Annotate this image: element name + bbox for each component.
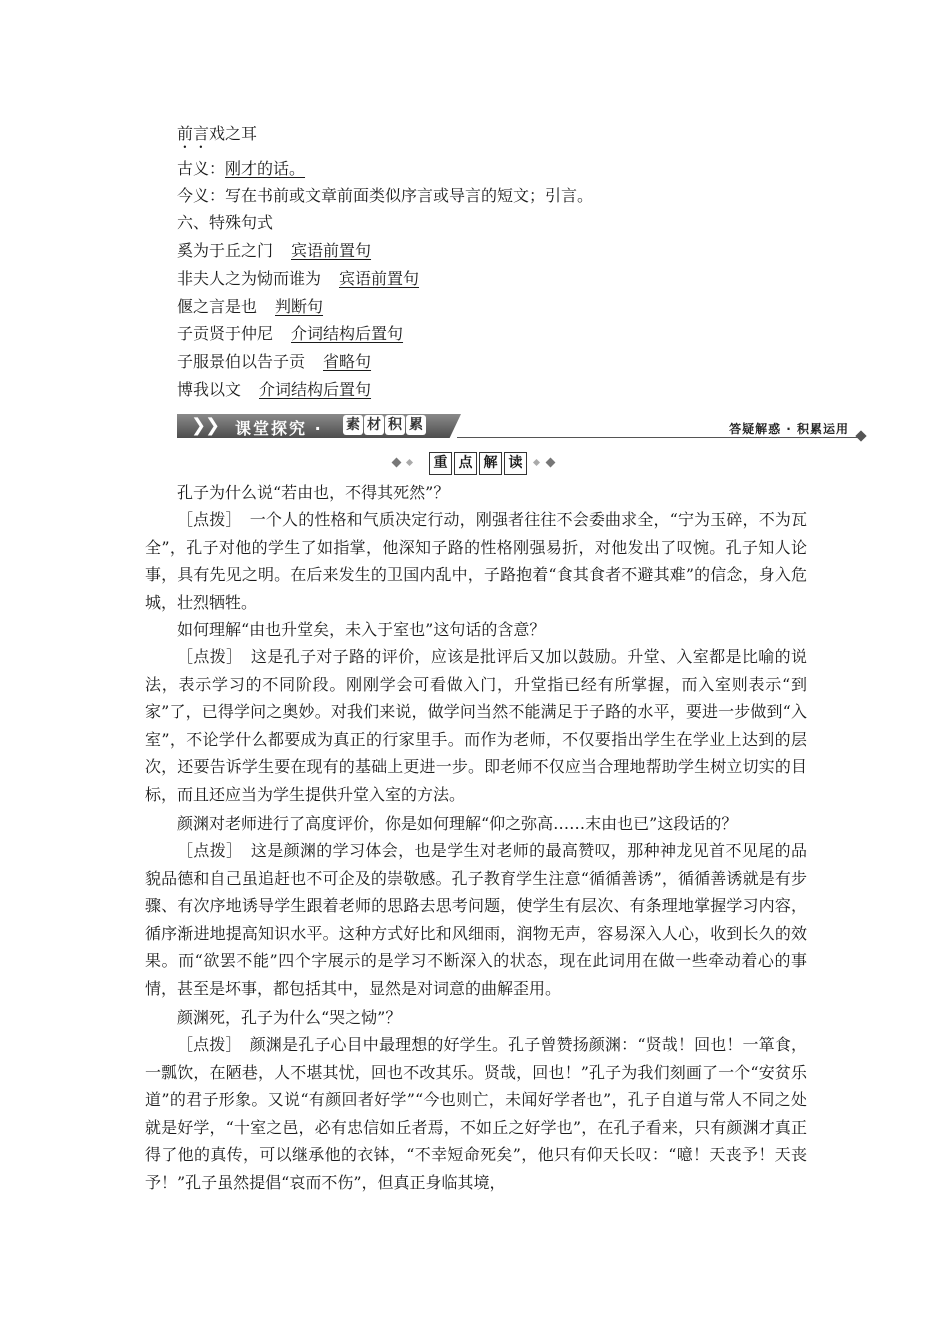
- pattern-sentence: 子服景伯以告子贡: [177, 352, 306, 371]
- pattern-type: 省略句: [323, 352, 372, 371]
- diamond-icon: [533, 459, 540, 466]
- pattern-sentence: 偃之言是也: [177, 297, 258, 316]
- section-banner: [177, 412, 867, 442]
- pattern-item: [177, 352, 371, 372]
- section-label-boxes: [429, 452, 527, 474]
- ancient-meaning: [177, 159, 305, 179]
- question-1: 孔子为什么说“若由也，不得其死然”？: [177, 483, 450, 502]
- modern-value: 写在书前或文章前面类似序言或导言的短文；引言。: [225, 186, 594, 205]
- modern-label: 今义：: [177, 186, 226, 205]
- pattern-item: [177, 269, 419, 289]
- banner-title-boxes: [343, 415, 426, 435]
- diamond-icon: [546, 458, 556, 468]
- pattern-sentence: 子贡贤于仲尼: [177, 324, 274, 343]
- banner-title-box: 材: [364, 415, 384, 435]
- pattern-sentence: 非夫人之为恸而谁为: [177, 269, 322, 288]
- diamond-icon: [392, 458, 402, 468]
- pattern-item: [177, 241, 371, 261]
- banner-title-box: 累: [406, 415, 426, 435]
- ancient-value: 刚才的话。: [225, 159, 306, 178]
- question-3: 颜渊对老师进行了高度评价，你是如何理解“仰之弥高……末由也已”这段话的？: [177, 814, 738, 833]
- pattern-type: 宾语前置句: [291, 241, 372, 260]
- modern-meaning: [177, 186, 593, 206]
- ancient-label: 古义：: [177, 159, 226, 178]
- answer-4: ［点拨］ 颜渊是孔子心目中最理想的好学生。孔子曾赞扬颜渊：“贤哉！回也！一箪食，一瓢饮，在陋巷，人不堪其忧，回也不改其乐。贤哉，回也！”孔子为我们刻画了一个“安贫乐道”的君子形象。又说“有颜回者好学”“今也则亡，未闻好学者也”，孔子自道与常人不同之处就是好学，“十室之邑，必有忠信如丘者焉，不如丘之好学也”，在孔子看来，只有颜渊才真正得了他的真传，可以继承他的衣钵，“不幸短命死矣”，他只有仰天长叹：“噫！天丧予！天丧予！”孔子虽然提倡“哀而不伤”，但真正身临其境，: [145, 1035, 807, 1192]
- pattern-sentence: 博我以文: [177, 380, 242, 399]
- pattern-type: 介词结构后置句: [259, 380, 372, 399]
- pattern-item: [177, 324, 403, 344]
- pattern-type: 判断句: [275, 297, 324, 316]
- answer-3: ［点拨］ 这是颜渊的学习体会，也是学生对老师的最高赞叹，那种神龙见首不见尾的品貌品德和自己虽追赶也不可企及的崇敬感。孔子教育学生注意“循循善诱”，循循善诱就是有步骤、有次序地诱导学生跟着老师的思路去思考问题，使学生有层次、有条理地掌握学习内容，循序渐进地提高知识水平。这种方式好比和风细雨，润物无声，容易深入人心，收到长久的效果。而“欲罢不能”四个字展示的是学习不断深入的状态，现在此词用在做一些牵动着心的事情，甚至是坏事，都包括其中，显然是对词意的曲解歪用。: [145, 841, 807, 998]
- pattern-type: 介词结构后置句: [291, 324, 404, 343]
- pattern-type: 宾语前置句: [339, 269, 420, 288]
- question-2: 如何理解“由也升堂矣，未入于室也”这句话的含意？: [177, 620, 546, 639]
- chevron-right-icon: ❯: [205, 415, 221, 436]
- vocab-word: [177, 124, 257, 152]
- answer-1: ［点拨］ 一个人的性格和气质决定行动，刚强者往往不会委曲求全，“宁为玉碎，不为瓦全”，孔子对他的学生了如指掌，他深知子路的性格刚强易折，对他发出了叹惋。孔子知人论事，具有先见之明。在后来发生的卫国内乱中，子路抱着“食其食者不避其难”的信念，身入危城，壮烈牺牲。: [145, 510, 807, 612]
- diamond-icon: [855, 430, 866, 441]
- chevron-right-icon: ❯: [191, 415, 207, 436]
- section-label-char: 读: [504, 452, 527, 475]
- banner-rule: [457, 437, 862, 438]
- section-six-heading: 六、特殊句式: [177, 213, 274, 232]
- question-4: 颜渊死，孔子为什么“哭之恸”？: [177, 1008, 402, 1027]
- banner-title-box: 积: [385, 415, 405, 435]
- answer-2: ［点拨］ 这是孔子对子路的评价，应该是批评后又加以鼓励。升堂、入室都是比喻的说法，表示学习的不同阶段。刚刚学会可看做入门，升堂指已经有所掌握，而入室则表示“到家”了，已得学问之奥妙。对我们来说，做学问当然不能满足于子路的水平，要进一步做到“入室”，不论学什么都要成为真正的行家里手。而作为老师，不仅要指出学生在学业上达到的层次，还要告诉学生要在现有的基础上更进一步。即老师不仅应当合理地帮助学生树立切实的目标，而且还应当为学生提供升堂入室的方法。: [145, 647, 807, 804]
- diamond-icon: [406, 459, 413, 466]
- pattern-item: [177, 380, 371, 400]
- banner-title: 课堂探究 ·: [235, 419, 323, 438]
- section-label-char: 重: [429, 452, 452, 475]
- section-label: [389, 452, 564, 476]
- banner-title-box: 素: [343, 415, 363, 435]
- pattern-sentence: 奚为于丘之门: [177, 241, 274, 260]
- dotted-characters: 前言: [177, 124, 210, 143]
- section-label-char: 解: [479, 452, 502, 475]
- vocab-word-rest: 戏之耳: [209, 124, 258, 143]
- banner-subtitle: 答疑解惑 · 积累运用: [729, 422, 849, 436]
- section-label-char: 点: [454, 452, 477, 475]
- pattern-item: [177, 297, 323, 317]
